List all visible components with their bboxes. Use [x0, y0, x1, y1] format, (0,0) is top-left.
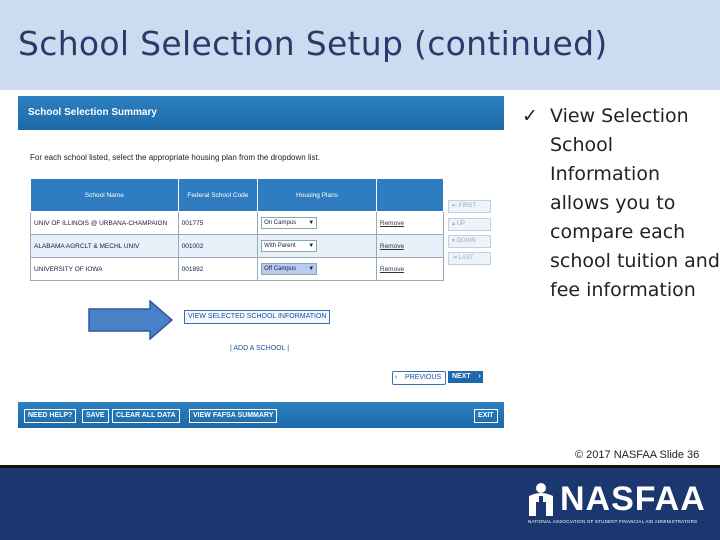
table-row [31, 235, 444, 258]
remove-link[interactable]: Remove [379, 242, 405, 250]
move-down-button[interactable]: ▾ DOWN [448, 235, 491, 248]
fafsa-screenshot [12, 96, 510, 440]
need-help-button[interactable]: NEED HELP? [24, 409, 76, 423]
save-button[interactable]: SAVE [82, 409, 109, 423]
fafsa-panel [18, 96, 504, 440]
move-last-label: LAST [458, 255, 474, 261]
move-down-label: DOWN [456, 238, 476, 244]
housing-plan-value: Off Campus [264, 266, 297, 272]
exit-button[interactable]: EXIT [474, 409, 498, 423]
housing-plan-select[interactable] [261, 240, 317, 252]
add-school-link[interactable]: | ADD A SCHOOL | [230, 345, 290, 352]
instructions-text: For each school listed, select the appropriate housing plan from the dropdown list. [30, 153, 320, 162]
school-name-cell: ALABAMA AGRCLT & MECHL UNIV [31, 235, 179, 258]
move-first-label: FIRST [458, 203, 477, 209]
school-code-cell: 001775 [178, 212, 258, 235]
school-code-cell: 001002 [178, 235, 258, 258]
chevron-left-icon: ‹ [395, 374, 398, 381]
next-label: NEXT [452, 373, 471, 380]
previous-label: PREVIOUS [405, 374, 442, 381]
summary-header-title: School Selection Summary [28, 107, 157, 118]
nasfaa-wordmark: NASFAA [560, 480, 706, 518]
dropdown-arrow-icon: ▼ [308, 266, 315, 272]
remove-link[interactable]: Remove [379, 219, 405, 227]
move-up-button[interactable]: ▴ UP [448, 218, 491, 231]
action-cell [376, 258, 443, 281]
housing-cell [258, 212, 377, 235]
school-table [30, 178, 444, 281]
copyright-slide-number: © 2017 NASFAA Slide 36 [575, 449, 700, 461]
slide-title: School Selection Setup (continued) [18, 24, 608, 63]
housing-plan-select[interactable] [261, 263, 317, 275]
dropdown-arrow-icon: ▼ [308, 220, 315, 226]
column-header-school-name: School Name [31, 179, 179, 212]
school-name-cell: UNIV OF ILLINOIS @ URBANA-CHAMPAIGN [31, 212, 179, 235]
chevron-right-icon: › [478, 373, 481, 380]
bullet-text: View Selection School Information allows you to compare each school tuition and fee information [550, 105, 720, 301]
dropdown-arrow-icon: ▼ [308, 243, 315, 249]
column-header-housing-plans: Housing Plans [258, 179, 377, 212]
footer-band [0, 468, 720, 540]
clear-all-data-button[interactable]: CLEAR ALL DATA [112, 409, 180, 423]
fafsa-footer-bar [18, 402, 504, 428]
housing-plan-select[interactable] [261, 217, 317, 229]
next-button[interactable] [448, 371, 483, 383]
school-code-cell: 001892 [178, 258, 258, 281]
nasfaa-figure-icon [526, 482, 556, 516]
pointer-arrow-icon [88, 300, 174, 340]
summary-header-bar [18, 96, 504, 130]
nasfaa-subtitle: NATIONAL ASSOCIATION OF STUDENT FINANCIAL AID ADMINISTRATORS [528, 519, 698, 524]
move-up-label: UP [456, 221, 466, 227]
view-selected-school-information-link[interactable]: VIEW SELECTED SCHOOL INFORMATION [184, 310, 330, 324]
table-row [31, 258, 444, 281]
housing-plan-value: With Parent [264, 243, 296, 249]
table-row [31, 212, 444, 235]
housing-plan-value: On Campus [264, 220, 297, 226]
move-first-button[interactable]: ⇤ FIRST [448, 200, 491, 213]
column-header-action [376, 179, 443, 212]
school-name-cell: UNIVERSITY OF IOWA [31, 258, 179, 281]
housing-cell [258, 258, 377, 281]
nasfaa-logo [526, 478, 716, 528]
move-last-button[interactable]: ⇥ LAST [448, 252, 491, 265]
add-school-label: ADD A SCHOOL [233, 345, 286, 352]
housing-cell [258, 235, 377, 258]
checkmark-icon: ✓ [522, 105, 538, 127]
previous-button[interactable] [392, 371, 446, 385]
action-cell [376, 212, 443, 235]
remove-link[interactable]: Remove [379, 265, 405, 273]
column-header-federal-code: Federal School Code [178, 179, 258, 212]
view-fafsa-summary-button[interactable]: VIEW FAFSA SUMMARY [189, 409, 277, 423]
action-cell [376, 235, 443, 258]
